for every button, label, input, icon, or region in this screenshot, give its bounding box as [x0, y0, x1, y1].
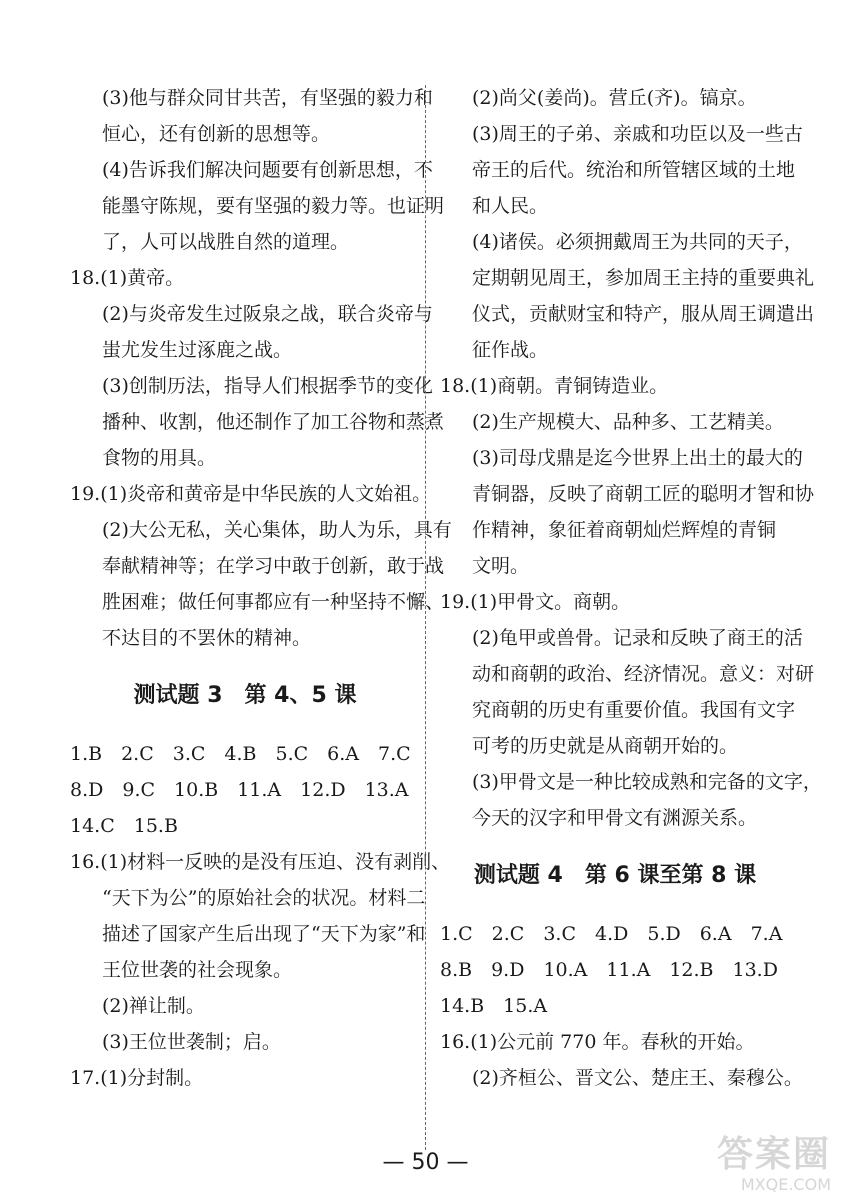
answer-line: (2)禅让制。: [102, 995, 205, 1017]
answer-line: (3)王位世袭制；启。: [102, 1031, 281, 1053]
answer-line: 18.(1)黄帝。: [70, 267, 185, 289]
answer-line: 食物的用具。: [102, 447, 217, 469]
answer-line: (3)创制历法，指导人们根据季节的变化: [102, 375, 433, 397]
answer-line: 不达目的不罢休的精神。: [102, 627, 312, 649]
answer-line: (2)尚父(姜尚)。营丘(齐)。镐京。: [472, 87, 757, 109]
section-heading: 测试题 3 第 4、5 课: [133, 683, 357, 708]
answer-line: 可考的历史就是从商朝开始的。: [472, 735, 739, 757]
answer-line: 17.(1)分封制。: [70, 1067, 204, 1089]
answer-line: (3)他与群众同甘共苦，有坚强的毅力和: [102, 87, 433, 109]
answer-line: (4)诸侯。必须拥戴周王为共同的天子，: [472, 231, 803, 253]
page-number: — 50 —: [382, 1150, 469, 1175]
answer-line: 帝王的后代。统治和所管辖区域的土地: [472, 159, 796, 181]
watermark-url: MXQE.COM: [740, 1175, 831, 1194]
answer-line: (3)司母戊鼎是迄今世界上出土的最大的: [472, 447, 803, 469]
answer-line: 青铜器，反映了商朝工匠的聪明才智和协: [472, 483, 815, 505]
answer-line: 18.(1)商朝。青铜铸造业。: [440, 375, 669, 397]
answer-line: 16.(1)材料一反映的是没有压迫、没有剥削、: [70, 851, 451, 873]
answer-line: 文明。: [472, 555, 530, 577]
answer-line: 了，人可以战胜自然的道理。: [102, 231, 350, 253]
answer-line: (3)周王的子弟、亲戚和功臣以及一些古: [472, 123, 803, 145]
answer-line: (3)甲骨文是一种比较成熟和完备的文字，: [472, 771, 822, 793]
watermark-logo: [717, 1135, 831, 1194]
answer-line: 14.B 15.A: [440, 995, 548, 1017]
answer-line: 能墨守陈规，要有坚强的毅力等。也证明: [102, 195, 445, 217]
right-column: [440, 80, 822, 1096]
answer-line: “天下为公”的原始社会的状况。材料二: [102, 887, 426, 909]
answer-line: 播种、收割，他还制作了加工谷物和蒸煮: [102, 411, 445, 433]
column-divider: [425, 85, 426, 1150]
answer-line: (2)齐桓公、晋文公、楚庄王、秦穆公。: [472, 1067, 803, 1089]
answer-line: 定期朝见周王，参加周王主持的重要典礼: [472, 267, 815, 289]
watermark-text: 答案圈: [716, 1134, 831, 1175]
answer-line: 蚩尤发生过涿鹿之战。: [102, 339, 293, 361]
answer-line: 16.(1)公元前 770 年。春秋的开始。: [440, 1031, 755, 1053]
answer-line: 1.C 2.C 3.C 4.D 5.D 6.A 7.A: [440, 923, 783, 945]
answer-line: 奉献精神等；在学习中敢于创新，敢于战: [102, 555, 445, 577]
answer-line: 王位世袭的社会现象。: [102, 959, 293, 981]
section-heading: 测试题 4 第 6 课至第 8 课: [473, 863, 757, 888]
answer-line: 8.B 9.D 10.A 11.A 12.B 13.D: [440, 959, 778, 981]
answer-line: 19.(1)甲骨文。商朝。: [440, 591, 631, 613]
left-column: [70, 80, 452, 1096]
answer-line: (2)与炎帝发生过阪泉之战，联合炎帝与: [102, 303, 433, 325]
answer-line: 究商朝的历史有重要价值。我国有文字: [472, 699, 796, 721]
answer-line: 胜困难；做任何事都应有一种坚持不懈、: [102, 591, 445, 613]
answer-line: 作精神，象征着商朝灿烂辉煌的青铜: [472, 519, 777, 541]
answer-line: (2)大公无私，关心集体，助人为乐，具有: [102, 519, 452, 541]
answer-line: 恒心，还有创新的思想等。: [102, 123, 331, 145]
answer-line: 仪式，贡献财宝和特产，服从周王调遣出: [472, 303, 815, 325]
answer-line: 征作战。: [472, 339, 549, 361]
answer-line: (2)生产规模大、品种多、工艺精美。: [472, 411, 784, 433]
answer-line: 今天的汉字和甲骨文有渊源关系。: [472, 807, 758, 829]
answer-line: (4)告诉我们解决问题要有创新思想，不: [102, 159, 433, 181]
answer-line: 8.D 9.C 10.B 11.A 12.D 13.A: [70, 779, 409, 801]
answer-line: 和人民。: [472, 195, 549, 217]
answer-line: 19.(1)炎帝和黄帝是中华民族的人文始祖。: [70, 483, 432, 505]
answer-line: 1.B 2.C 3.C 4.B 5.C 6.A 7.C: [70, 743, 411, 765]
answer-line: 动和商朝的政治、经济情况。意义：对研: [472, 663, 815, 685]
answer-line: 14.C 15.B: [70, 815, 178, 837]
answer-line: (2)龟甲或兽骨。记录和反映了商王的活: [472, 627, 803, 649]
answer-line: 描述了国家产生后出现了“天下为家”和: [102, 923, 426, 945]
